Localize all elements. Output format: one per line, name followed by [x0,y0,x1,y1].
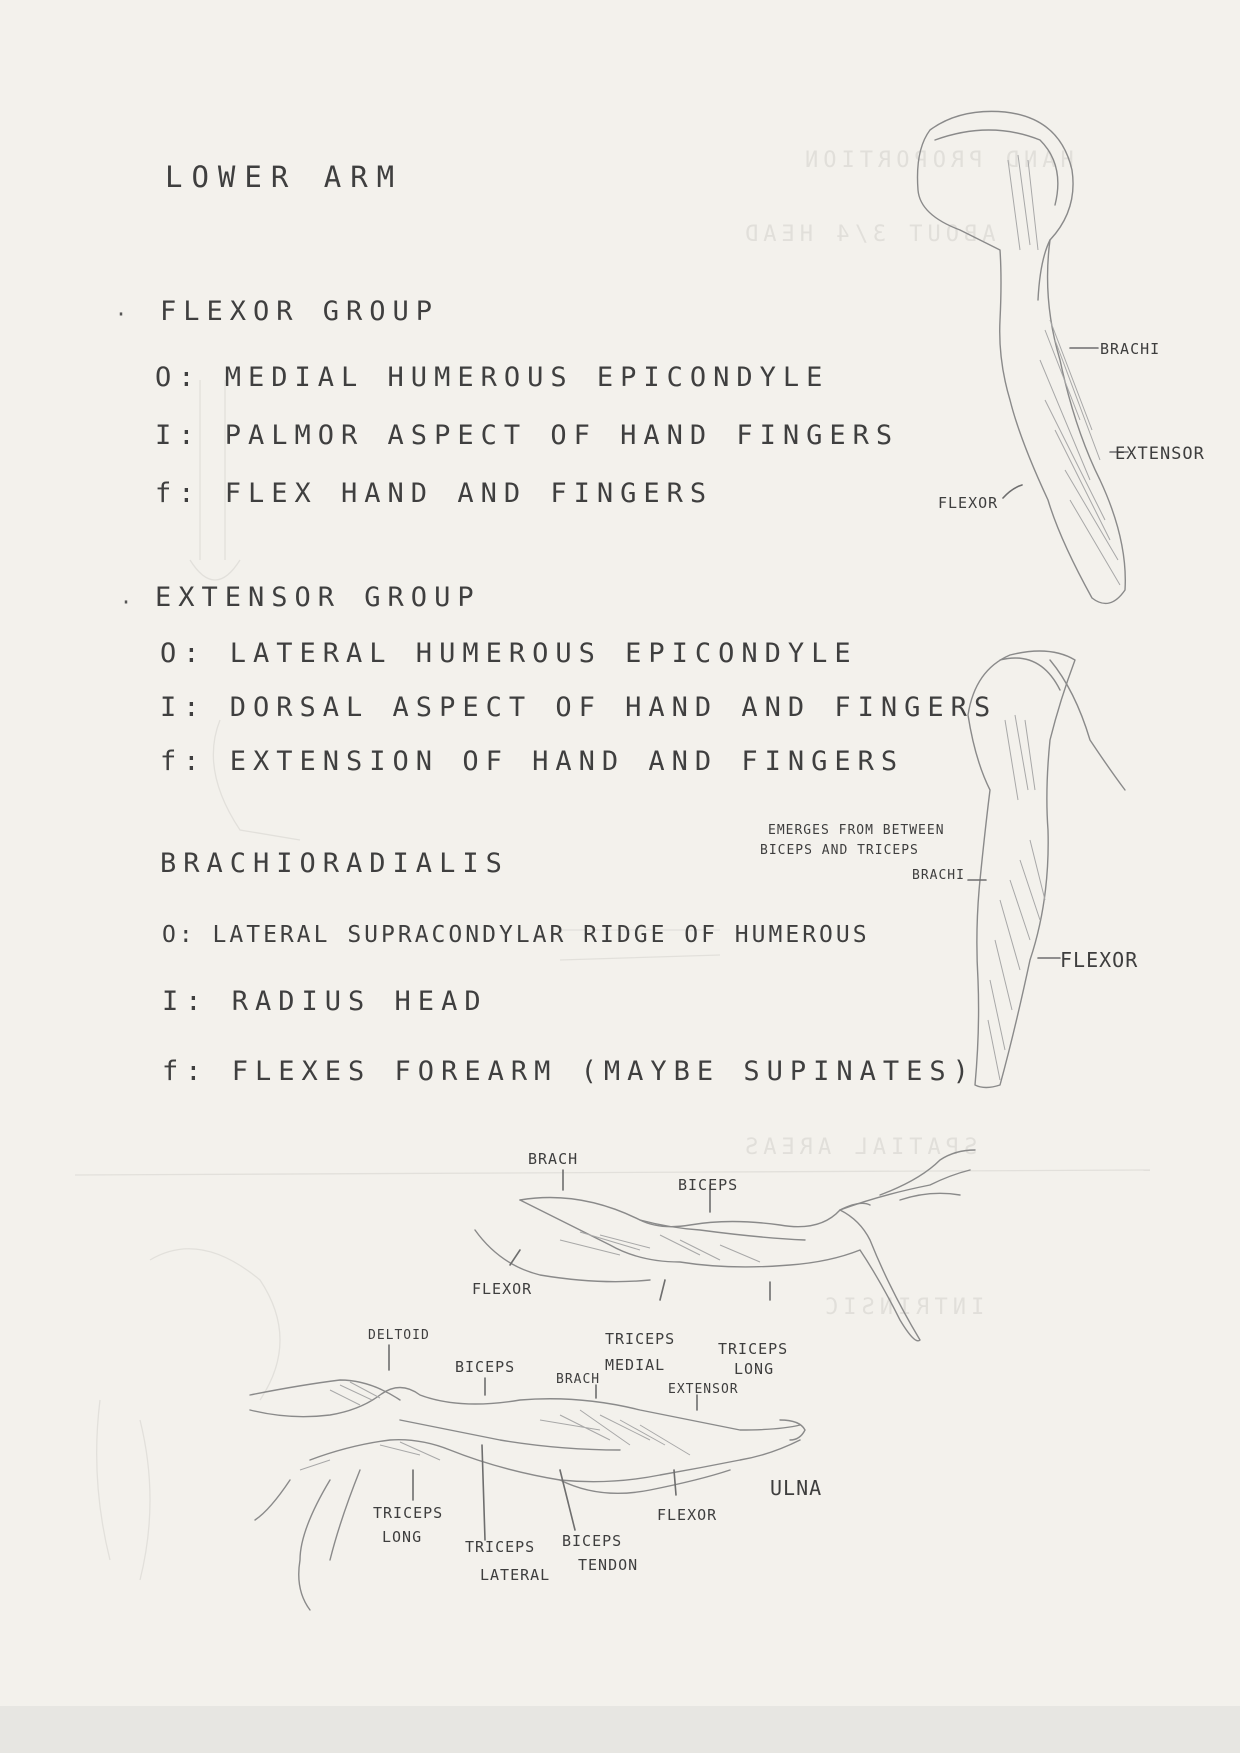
label-brachi: BRACHI [912,868,965,883]
label-flexor: FLEXOR [472,1280,533,1298]
flexor-insertion: I: PALMOR ASPECT OF HAND FINGERS [155,420,900,451]
extensor-origin: O: LATERAL HUMEROUS EPICONDYLE [160,638,858,669]
label-biceps-tendon-1: BICEPS [562,1532,623,1550]
bullet-marker: · [115,302,128,326]
label-triceps-long-1: TRICEPS [373,1504,444,1522]
label-biceps: BICEPS [455,1358,516,1376]
brachioradialis-origin: O: LATERAL SUPRACONDYLAR RIDGE OF HUMEROUS [162,922,870,948]
brachioradialis-heading: BRACHIORADIALIS [160,848,509,879]
label-deltoid: DELTOID [368,1328,430,1343]
brachioradialis-function: f: FLEXES FOREARM (MAYBE SUPINATES) [162,1056,976,1087]
label-brachi: BRACHI [1100,340,1161,358]
bullet-marker: · [120,590,133,614]
label-triceps-medial-1: TRICEPS [605,1330,676,1348]
label-biceps: BICEPS [678,1176,739,1194]
label-brach: BRACH [528,1150,579,1168]
label-emerges-line1: EMERGES FROM BETWEEN [768,823,945,838]
label-ulna: ULNA [770,1476,823,1500]
flexor-origin: O: MEDIAL HUMEROUS EPICONDYLE [155,362,830,393]
label-triceps-long-2: LONG [734,1360,775,1378]
flexor-function: f: FLEX HAND AND FINGERS [155,478,714,509]
label-triceps-long-1: TRICEPS [718,1340,789,1358]
label-triceps-lateral-1: TRICEPS [465,1538,536,1556]
label-extensor: EXTENSOR [1115,444,1205,464]
label-triceps-medial-2: MEDIAL [605,1356,666,1374]
extensor-function: f: EXTENSION OF HAND AND FINGERS [160,746,905,777]
brachioradialis-insertion: I: RADIUS HEAD [162,986,488,1017]
label-brach: BRACH [556,1372,601,1387]
label-biceps-tendon-2: TENDON [578,1556,639,1574]
label-emerges-line2: BICEPS AND TRICEPS [760,843,919,858]
extensor-heading: EXTENSOR GROUP [155,582,481,613]
label-flexor: FLEXOR [938,494,999,512]
notes-title: LOWER ARM [165,160,404,194]
extensor-insertion: I: DORSAL ASPECT OF HAND AND FINGERS [160,692,998,723]
label-flexor: FLEXOR [657,1506,718,1524]
label-flexor: FLEXOR [1060,948,1139,972]
label-triceps-lateral-2: LATERAL [480,1566,551,1584]
flexor-heading: FLEXOR GROUP [160,296,440,327]
label-extensor: EXTENSOR [668,1382,739,1397]
label-triceps-long-2: LONG [382,1528,423,1546]
